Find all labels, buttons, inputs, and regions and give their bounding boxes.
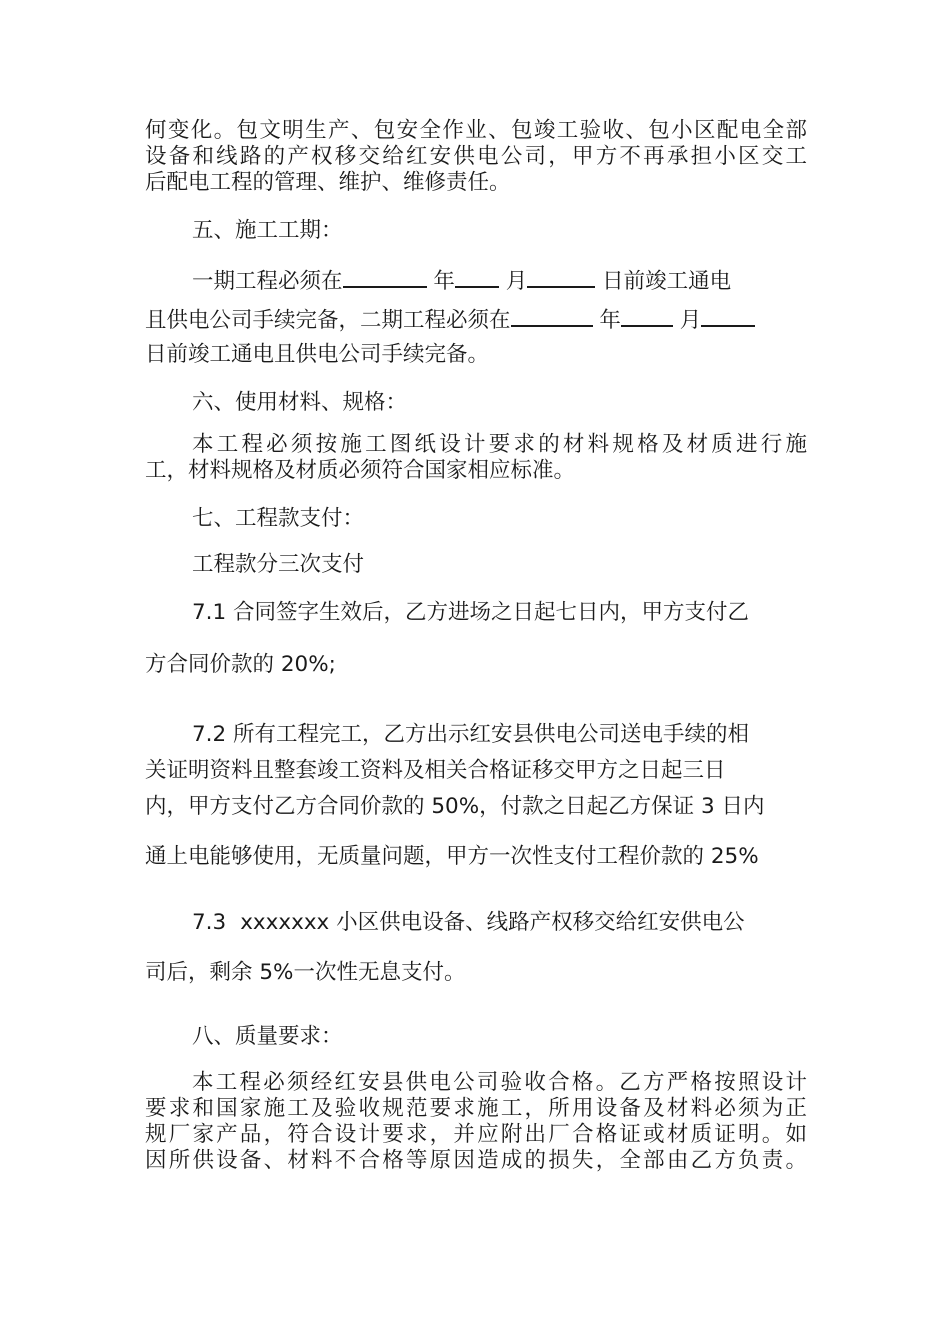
text-line: 工，材料规格及材质必须符合国家相应标准。 (145, 458, 576, 483)
percent-value: 5% (259, 960, 294, 985)
text-fragment: 通上电能够使用，无质量问题，甲方一次性支付工程价款的 (145, 844, 711, 869)
percent-value: 20%; (280, 652, 336, 677)
section-heading-5: 五、施工工期： (192, 218, 343, 243)
text-line: 关证明资料且整套竣工资料及相关合格证移交甲方之日起三日 (145, 758, 726, 783)
text-line: 后配电工程的管理、维护、维修责任。 (145, 170, 511, 195)
text-line: 本工程必须按施工图纸设计要求的材料规格及材质进行施 (192, 432, 807, 457)
section-heading-6: 六、使用材料、规格： (192, 390, 408, 415)
text-fragment: 年 (599, 308, 621, 333)
text-line (145, 652, 807, 678)
payment-intro: 工程款分三次支付 (192, 552, 365, 577)
clause-7-1 (145, 600, 807, 678)
day-count: 3 (700, 794, 715, 819)
text-fragment: 日内 (714, 794, 765, 819)
paragraph-quality (145, 1070, 807, 1174)
text-line (145, 960, 807, 986)
blank-year-1 (343, 264, 427, 288)
section-heading-8: 八、质量要求： (192, 1024, 343, 1049)
section-heading-7: 七、工程款支付： (192, 506, 365, 531)
paragraph-materials (145, 432, 807, 484)
text-line: 因所供设备、材料不合格等原因造成的损失，全部由乙方负责。 (145, 1148, 807, 1173)
text-fragment: 小区供电设备、线路产权移交给红安供电公 (329, 910, 745, 935)
paragraph-schedule (145, 264, 807, 368)
text-line (145, 844, 807, 870)
text-fragment: ，付款之日起乙方保证 (479, 794, 701, 819)
text-fragment: 月 (505, 269, 528, 294)
blank-month-2 (621, 303, 673, 327)
text-fragment: 司后，剩余 (145, 960, 260, 985)
text-line: 规厂家产品，符合设计要求，并应附出厂合格证或材质证明。如 (145, 1122, 807, 1147)
blank-day-2 (701, 303, 755, 327)
text-line: 设备和线路的产权移交给红安供电公司，甲方不再承担小区交工 (145, 144, 807, 169)
percent-value: 50% (431, 794, 480, 819)
placeholder-name: xxxxxxx (240, 910, 330, 935)
text-line (145, 794, 807, 820)
document-page (145, 118, 807, 1174)
text-line (145, 722, 807, 748)
text-fragment: 月 (679, 308, 702, 333)
text-fragment: 方合同价款的 (145, 652, 281, 677)
clause-number: 7.2 (192, 722, 227, 747)
text-line (145, 264, 807, 295)
clause-7-3 (145, 910, 807, 986)
text-line (145, 910, 807, 936)
clause-number: 7.1 (192, 600, 227, 625)
text-line (145, 303, 807, 334)
text-fragment: 一次性无息支付。 (293, 960, 466, 985)
text-fragment: 合同签字生效后，乙方进场之日起七日内，甲方支付乙 (226, 600, 750, 625)
text-fragment: 一期工程必须在 (192, 269, 343, 294)
text-fragment: 年 (433, 269, 455, 294)
percent-value: 25% (710, 844, 759, 869)
blank-day-1 (527, 264, 595, 288)
text-fragment: 日前竣工通电 (602, 269, 732, 294)
text-fragment: 且供电公司手续完备，二期工程必须在 (145, 308, 511, 333)
clause-7-2 (145, 722, 807, 870)
blank-year-2 (511, 303, 593, 327)
text-fragment: 内，甲方支付乙方合同价款的 (145, 794, 432, 819)
paragraph-continuation (145, 118, 807, 196)
text-fragment: 所有工程完工，乙方出示红安县供电公司送电手续的相 (226, 722, 750, 747)
text-line: 日前竣工通电且供电公司手续完备。 (145, 342, 490, 367)
text-line (145, 600, 807, 626)
text-line: 要求和国家施工及验收规范要求施工，所用设备及材料必须为正 (145, 1096, 807, 1121)
clause-number: 7.3 (192, 910, 227, 935)
blank-month-1 (455, 264, 499, 288)
text-line: 本工程必须经红安县供电公司验收合格。乙方严格按照设计 (192, 1070, 807, 1095)
text-line: 何变化。包文明生产、包安全作业、包竣工验收、包小区配电全部 (145, 118, 807, 143)
